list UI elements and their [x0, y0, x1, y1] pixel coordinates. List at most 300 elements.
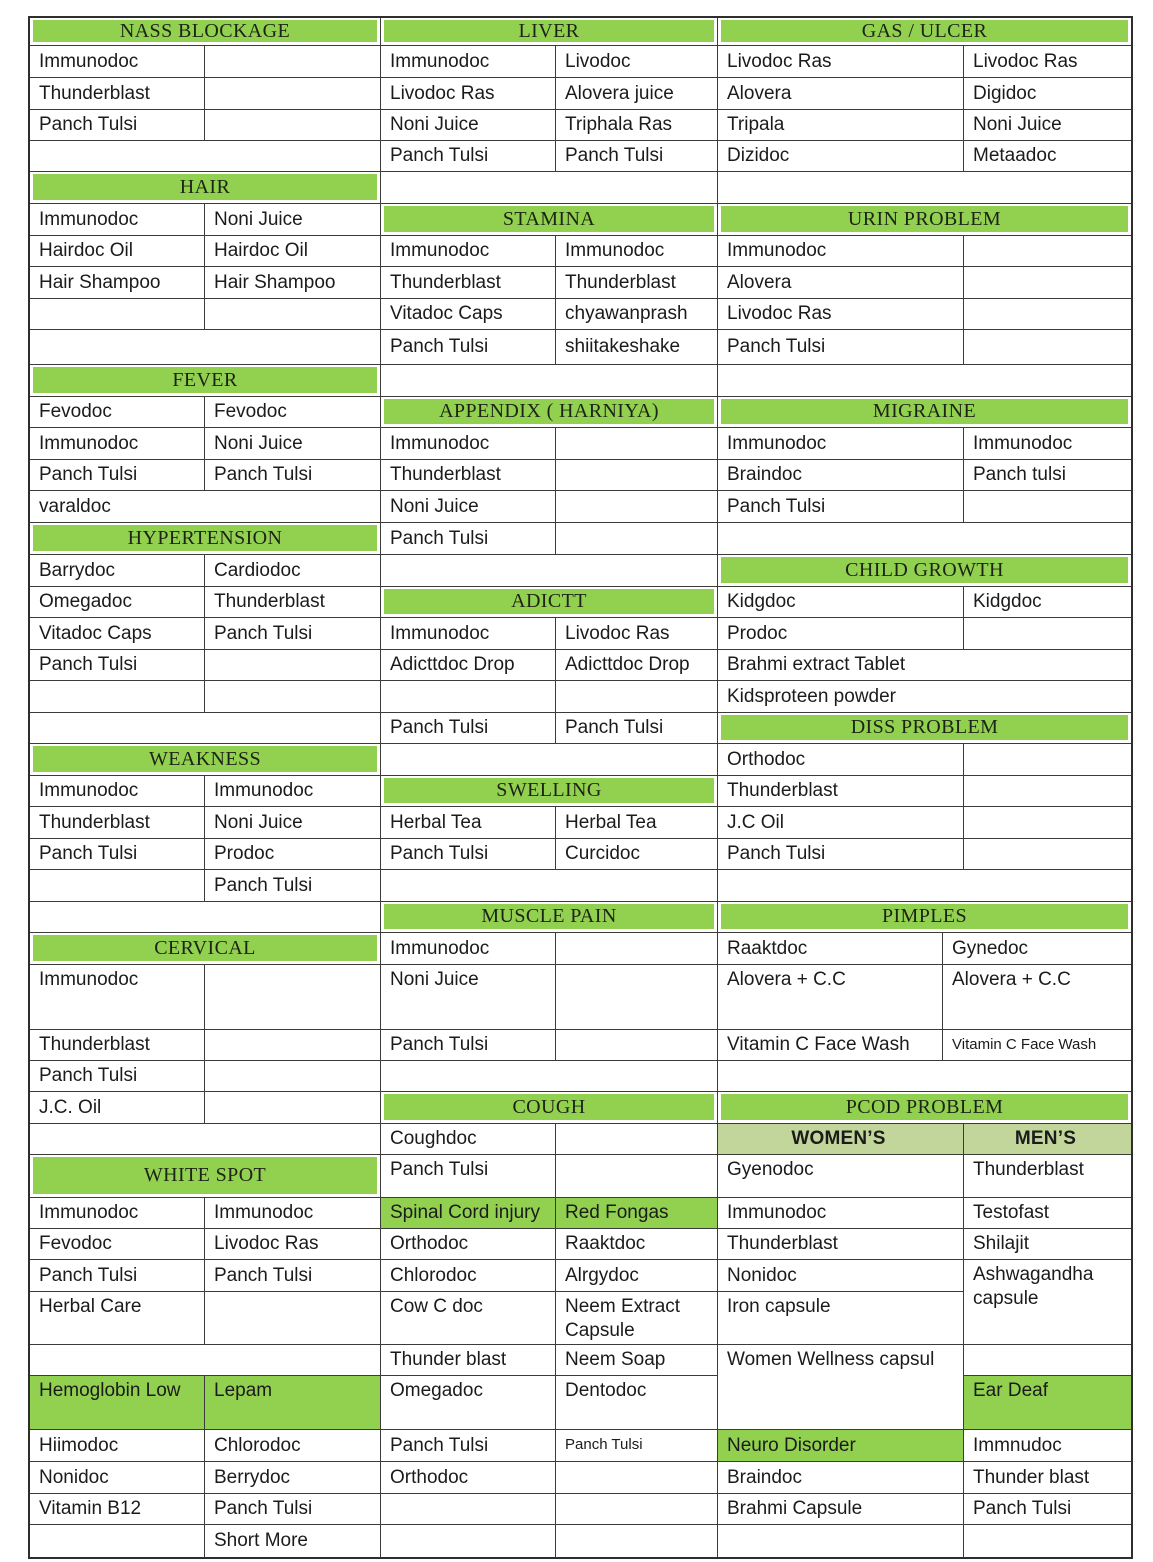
section-row-muscle-pain	[381, 902, 717, 933]
section-header-hair	[33, 174, 377, 200]
section-header-child-growth	[721, 557, 1128, 583]
table-row	[381, 839, 717, 870]
section-header-weakness	[33, 746, 377, 772]
empty-cell	[205, 299, 380, 329]
cell-stack	[718, 1260, 964, 1344]
product-cell	[556, 267, 717, 298]
product-cell	[205, 1198, 380, 1228]
product-cell	[205, 1229, 380, 1259]
cell-text: Dizidoc	[727, 145, 790, 167]
empty-cell	[964, 299, 1131, 329]
table-row	[718, 236, 1131, 267]
table-row	[30, 587, 380, 618]
product-cell	[556, 299, 717, 329]
table-row	[718, 933, 1131, 965]
section-row-migraine	[718, 397, 1131, 428]
cell-text: shiitakeshake	[565, 336, 681, 358]
table-row	[30, 807, 380, 839]
cell-text: Panch Tulsi	[390, 145, 489, 167]
subheader-cell-hemoglobin-low	[30, 1376, 205, 1429]
cell-text: Kidgdoc	[973, 591, 1042, 613]
cell-text: Panch Tulsi	[565, 717, 664, 739]
table-row	[718, 1030, 1131, 1061]
cell-text: Panch Tulsi	[39, 654, 138, 676]
product-cell	[964, 587, 1131, 617]
section-header-cervical	[33, 935, 377, 961]
product-cell	[205, 1260, 380, 1291]
empty-cell	[381, 870, 717, 901]
empty-cell	[30, 299, 205, 329]
cell-text: Short More	[214, 1530, 308, 1552]
product-cell	[943, 933, 1131, 964]
product-cell	[964, 1198, 1131, 1228]
empty-cell	[718, 365, 1131, 396]
cell-text: Immunodoc	[390, 937, 490, 959]
table-row	[30, 839, 380, 870]
table-row	[30, 330, 380, 365]
table-row	[381, 1198, 717, 1229]
section-header-fever	[33, 367, 377, 393]
section-row-pimples	[718, 902, 1131, 933]
cell-text: Fevodoc	[39, 401, 112, 423]
section-row-pcod-problem	[718, 1092, 1131, 1124]
section-header-cough	[384, 1094, 714, 1120]
cell-text: Panch Tulsi	[390, 1434, 489, 1456]
empty-cell	[556, 460, 717, 490]
table-row	[30, 428, 380, 460]
table-row	[381, 650, 717, 681]
empty-cell	[556, 681, 717, 712]
table-row	[718, 744, 1131, 776]
product-cell	[205, 587, 380, 617]
product-cell	[30, 1061, 205, 1091]
table-row	[30, 460, 380, 491]
table-row	[718, 460, 1131, 491]
cell-text: Thunderblast	[973, 1159, 1084, 1180]
section-row-cervical	[30, 933, 380, 965]
table-row	[30, 1376, 380, 1430]
subheader-cell-ear-deaf	[964, 1376, 1131, 1429]
table-row	[381, 172, 717, 204]
product-cell	[964, 141, 1131, 171]
section-title: NASS BLOCKAGE	[119, 19, 291, 42]
table-row	[718, 491, 1131, 523]
cell-text: Livodoc Ras	[565, 622, 670, 644]
table-row	[30, 965, 380, 1030]
cell-text: Chlorodoc	[214, 1434, 301, 1456]
cell-text: Noni Juice	[390, 114, 479, 136]
cell-text: Metaadoc	[973, 145, 1057, 167]
cell-text: Thunderblast	[390, 271, 501, 293]
section-header-urin-problem	[721, 206, 1128, 232]
section-header-pcod-problem	[721, 1094, 1128, 1120]
table-row	[30, 870, 380, 902]
table-row	[381, 330, 717, 365]
product-cell	[964, 1494, 1131, 1524]
section-row-adictt	[381, 587, 717, 618]
section-row-liver	[381, 18, 717, 46]
table-row	[718, 1061, 1131, 1092]
product-cell	[556, 236, 717, 266]
table-row	[381, 460, 717, 491]
cell-text: Digidoc	[973, 82, 1037, 104]
table-row	[381, 491, 717, 523]
cell-text: Alovera	[727, 82, 792, 104]
cell-text: Panch Tulsi	[39, 1065, 138, 1087]
section-title: APPENDIX ( HARNIYA)	[439, 400, 659, 422]
product-cell	[381, 713, 556, 743]
empty-cell	[30, 330, 380, 364]
cell-text: Panch Tulsi	[973, 1498, 1072, 1520]
cell-text: Prodoc	[214, 843, 275, 865]
product-cell	[718, 299, 964, 329]
cell-text: Livodoc Ras	[973, 50, 1078, 72]
table-row	[30, 236, 380, 267]
table-row	[718, 365, 1131, 397]
section-row-urin-problem	[718, 204, 1131, 236]
cell-text: Adicttdoc Drop	[565, 654, 690, 676]
product-cell	[205, 397, 380, 427]
empty-cell	[30, 1525, 205, 1557]
section-row-gas-ulcer	[718, 18, 1131, 46]
section-header-swelling	[384, 778, 714, 803]
product-cell	[556, 1430, 717, 1461]
cell-text: Chlorodoc	[390, 1264, 477, 1286]
table-row	[30, 681, 380, 713]
cell-text: Panch Tulsi	[390, 527, 489, 549]
section-title: COUGH	[512, 1095, 586, 1118]
cell-text: Panch Tulsi	[39, 1264, 138, 1286]
empty-cell	[30, 681, 205, 712]
table-row	[718, 870, 1131, 902]
product-cell	[381, 1124, 556, 1154]
product-cell	[30, 460, 205, 490]
table-row	[381, 555, 717, 587]
table-row	[718, 681, 1131, 713]
cell-text: Panch Tulsi	[390, 1159, 489, 1180]
empty-cell	[556, 491, 717, 522]
cell-text: Fevodoc	[39, 1233, 112, 1255]
product-cell	[381, 330, 556, 364]
table-row	[718, 650, 1131, 681]
product-cell	[964, 1124, 1131, 1154]
table-row	[718, 46, 1131, 78]
product-cell	[556, 807, 717, 838]
table-row	[30, 204, 380, 236]
remedy-table	[28, 16, 1133, 1559]
cell-text: MEN’S	[1014, 1128, 1077, 1150]
cell-text: Noni Juice	[214, 811, 303, 833]
product-cell	[556, 330, 717, 364]
table-row	[718, 618, 1131, 650]
cell-text: Livodoc Ras	[727, 50, 832, 72]
product-cell	[30, 1430, 205, 1461]
cell-text: Panch Tulsi	[214, 1498, 313, 1520]
cell-text: Immunodoc	[390, 432, 490, 454]
empty-cell	[964, 267, 1131, 298]
cell-text: Thunderblast	[39, 811, 150, 833]
table-row	[718, 1430, 1131, 1462]
cell-text: varaldoc	[39, 495, 111, 517]
empty-cell	[718, 870, 1131, 901]
table-row	[30, 650, 380, 681]
product-cell	[30, 491, 380, 522]
empty-cell	[205, 46, 380, 77]
product-cell	[381, 618, 556, 649]
product-cell	[718, 1198, 964, 1228]
table-row	[381, 1155, 717, 1198]
table-row	[30, 1061, 380, 1092]
empty-cell	[718, 172, 1131, 203]
product-cell	[718, 141, 964, 171]
product-cell	[964, 1430, 1131, 1461]
table-row	[718, 330, 1131, 365]
cell-text: J.C Oil	[727, 811, 784, 833]
product-cell	[30, 428, 205, 459]
cell-text: Panch Tulsi	[39, 114, 138, 136]
table-row	[718, 1260, 1131, 1345]
empty-cell	[964, 1525, 1131, 1557]
table-row	[30, 1430, 380, 1462]
cell-text: Iron capsule	[727, 1296, 831, 1317]
empty-cell	[556, 965, 717, 1029]
table-row	[381, 1292, 717, 1345]
cell-text: Triphala Ras	[565, 114, 673, 136]
product-cell	[964, 1260, 1131, 1344]
group-middle	[381, 18, 718, 1557]
table-row	[30, 1494, 380, 1525]
product-cell	[205, 428, 380, 459]
product-cell	[718, 78, 964, 109]
cell-text: Tripala	[727, 114, 785, 136]
table-row	[381, 807, 717, 839]
section-title: PIMPLES	[881, 905, 968, 927]
cell-text: Panch Tulsi	[214, 464, 313, 486]
cell-text: Orthodoc	[727, 748, 806, 770]
table-row	[381, 1030, 717, 1061]
section-title: WEAKNESS	[148, 747, 262, 770]
subheader-cell-neuro-disorder	[718, 1430, 964, 1461]
product-cell	[964, 110, 1131, 140]
cell-text: J.C. Oil	[39, 1096, 102, 1118]
table-row	[30, 1292, 380, 1345]
empty-cell	[964, 491, 1131, 522]
product-cell	[205, 267, 380, 298]
table-row	[381, 267, 717, 299]
table-row	[718, 1124, 1131, 1155]
product-cell	[556, 1376, 717, 1429]
table-row	[718, 1525, 1131, 1557]
cell-text: Thunderblast	[727, 1233, 838, 1255]
empty-cell	[205, 1292, 380, 1344]
cell-text: Raaktdoc	[727, 937, 808, 959]
product-cell	[205, 618, 380, 649]
cell-text: Thunderblast	[39, 82, 150, 104]
product-cell	[718, 1030, 943, 1060]
product-cell	[556, 618, 717, 649]
table-row	[718, 1494, 1131, 1525]
empty-cell	[964, 776, 1131, 806]
table-row	[30, 776, 380, 807]
product-cell	[381, 428, 556, 459]
cell-text: Omegadoc	[390, 1380, 483, 1401]
section-header-muscle-pain	[384, 904, 714, 929]
product-cell	[964, 460, 1131, 490]
cell-text: Nonidoc	[727, 1264, 797, 1286]
product-cell	[556, 110, 717, 140]
table-row	[381, 1376, 717, 1430]
cell-text: Alovera juice	[565, 82, 674, 104]
cell-text: Testofast	[973, 1202, 1050, 1224]
cell-text: Nonidoc	[39, 1466, 109, 1488]
subheader-cell-red-fongas	[556, 1198, 717, 1228]
cell-text: Hairdoc Oil	[39, 240, 133, 262]
product-cell	[556, 1229, 717, 1259]
product-cell	[381, 236, 556, 266]
cell-text: Shilajit	[973, 1233, 1029, 1255]
table-row	[30, 618, 380, 650]
table-row	[381, 1061, 717, 1092]
cell-text: Neem Soap	[565, 1349, 666, 1371]
table-row	[30, 1124, 380, 1155]
empty-cell	[556, 1155, 717, 1197]
group-right	[718, 18, 1131, 1557]
table-row	[381, 933, 717, 965]
section-title: GAS / ULCER	[861, 19, 988, 42]
table-row	[381, 428, 717, 460]
cell-text: Immunodoc	[214, 1202, 314, 1224]
product-cell	[205, 555, 380, 586]
table-row	[381, 365, 717, 397]
cell-stack	[964, 1345, 1131, 1429]
product-cell	[718, 46, 964, 77]
cell-text: Panch Tulsi	[390, 843, 489, 865]
empty-cell	[381, 1525, 556, 1557]
product-cell	[964, 78, 1131, 109]
product-cell	[30, 839, 205, 869]
product-cell	[30, 587, 205, 617]
cell-text: Panch Tulsi	[727, 495, 826, 517]
empty-cell	[381, 555, 717, 586]
cell-text: Immunodoc	[727, 1202, 827, 1224]
table-row	[381, 965, 717, 1030]
product-cell	[205, 776, 380, 806]
product-cell	[381, 267, 556, 298]
table-row	[718, 78, 1131, 110]
product-cell	[381, 807, 556, 838]
cell-text: chyawanprash	[565, 303, 688, 325]
product-cell	[718, 776, 964, 806]
product-cell	[964, 1462, 1131, 1493]
section-row-nass-blockage	[30, 18, 380, 46]
product-cell	[718, 110, 964, 140]
product-cell	[964, 1155, 1131, 1197]
section-header-white-spot	[33, 1157, 377, 1194]
cell-text: Noni Juice	[390, 969, 479, 990]
cell-text: Adicttdoc Drop	[390, 654, 515, 676]
product-cell	[30, 1229, 205, 1259]
table-row	[718, 776, 1131, 807]
cell-text: Vitamin C Face Wash	[727, 1034, 910, 1056]
cell-text: Fevodoc	[214, 401, 287, 423]
cell-text: Raaktdoc	[565, 1233, 646, 1255]
table-row	[718, 587, 1131, 618]
product-cell	[381, 1430, 556, 1461]
product-cell	[718, 807, 964, 838]
product-cell	[30, 807, 205, 838]
empty-cell	[205, 1061, 380, 1091]
product-cell	[556, 46, 717, 77]
product-cell	[205, 1494, 380, 1524]
table-row	[718, 1198, 1131, 1229]
product-cell	[556, 78, 717, 109]
section-row-stamina	[381, 204, 717, 236]
product-cell	[381, 460, 556, 490]
section-header-liver	[384, 20, 714, 42]
cell-text: Curcidoc	[565, 843, 640, 865]
product-cell	[718, 681, 1131, 712]
table-row	[30, 1462, 380, 1494]
section-row-weakness	[30, 744, 380, 776]
group-left	[30, 18, 381, 1557]
table-row	[381, 523, 717, 555]
cell-text: Omegadoc	[39, 591, 132, 613]
cell-text: Berrydoc	[214, 1466, 291, 1488]
section-header-stamina	[384, 206, 714, 232]
product-cell	[30, 776, 205, 806]
product-cell	[964, 428, 1131, 459]
section-title: DISS PROBLEM	[850, 716, 999, 738]
cell-text: Vitamin C Face Wash	[952, 1035, 1097, 1053]
empty-cell	[964, 807, 1131, 838]
product-cell	[718, 267, 964, 298]
cell-text: Hemoglobin Low	[39, 1380, 181, 1401]
table-row	[30, 1198, 380, 1229]
table-row	[718, 965, 1131, 1030]
cell-text: Immnudoc	[973, 1434, 1062, 1456]
empty-cell	[30, 1124, 380, 1154]
cell-text: Coughdoc	[390, 1128, 477, 1150]
cell-text: Immunodoc	[39, 50, 139, 72]
product-cell	[381, 965, 556, 1029]
cell-text: Livodoc Ras	[727, 303, 832, 325]
product-cell	[718, 428, 964, 459]
cell-text: Noni Juice	[214, 208, 303, 230]
product-cell	[30, 1092, 205, 1123]
cell-text: Immunodoc	[973, 432, 1073, 454]
empty-cell	[556, 428, 717, 459]
table-row	[718, 839, 1131, 870]
table-row	[30, 299, 380, 330]
empty-cell	[205, 965, 380, 1029]
product-cell	[718, 1229, 964, 1259]
product-cell	[718, 1462, 964, 1493]
product-cell	[718, 933, 943, 964]
empty-cell	[30, 870, 205, 901]
cell-text: Thunderblast	[727, 780, 838, 802]
cell-text: Panch Tulsi	[565, 145, 664, 167]
product-cell	[718, 744, 964, 775]
empty-cell	[964, 839, 1131, 869]
cell-text: Alovera + C.C	[952, 969, 1071, 990]
product-cell	[205, 460, 380, 490]
cell-text: Gyenodoc	[727, 1159, 814, 1180]
product-cell	[943, 965, 1131, 1029]
product-cell	[381, 1030, 556, 1060]
table-row	[718, 523, 1131, 555]
product-cell	[205, 839, 380, 869]
cell-text: Panch Tulsi	[39, 464, 138, 486]
